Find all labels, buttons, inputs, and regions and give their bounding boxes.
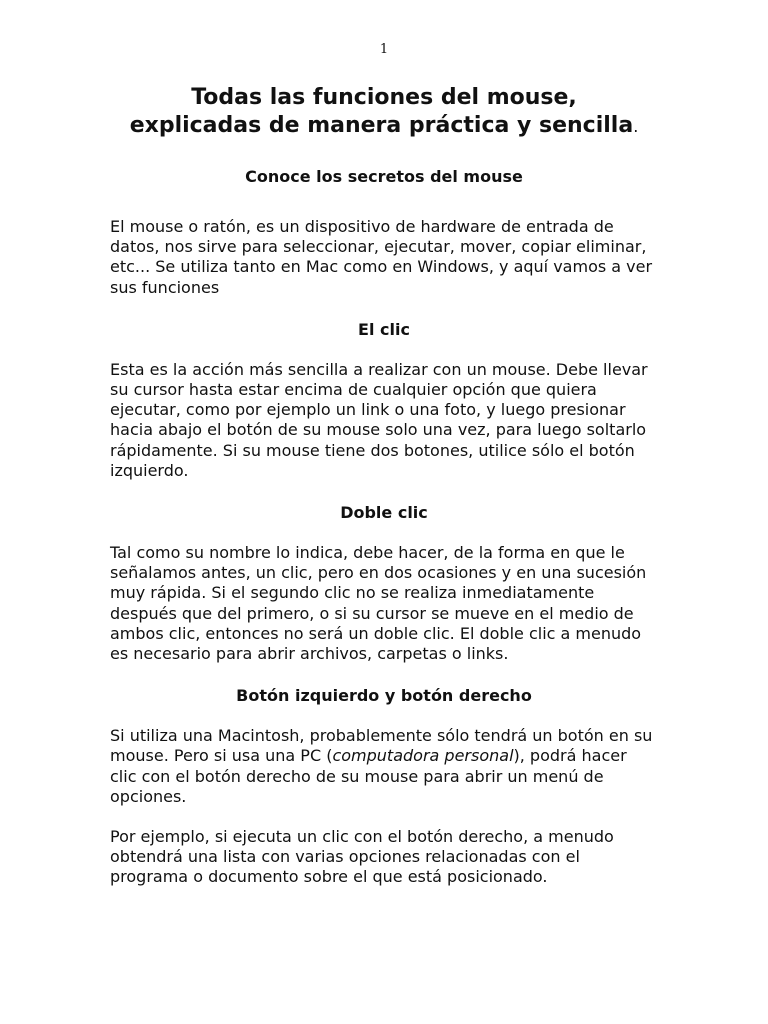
- document-title: [50, 84, 718, 141]
- heading-el-clic: El clic: [358, 319, 410, 339]
- title-line-2-text: explicadas de manera práctica y sencilla: [129, 113, 634, 138]
- document-body: [110, 84, 658, 888]
- paragraph-botones-1: [110, 726, 658, 807]
- botones-text-after: ), podrá hacer clic con el botón derecho de su mouse para abrir un menú de opciones.: [110, 746, 627, 806]
- intro-paragraph: El mouse o ratón, es un dispositivo de hardware de entrada de datos, nos sirve para seleccionar, ejecutar, mover, copiar eliminar, etc... Se utiliza tanto en Mac como en Windows, y aquí vamos a ver sus funciones: [110, 217, 653, 297]
- heading-doble-clic: Doble clic: [340, 503, 428, 523]
- heading-botones: Botón izquierdo y botón derecho: [236, 686, 532, 706]
- botones-text-before: Si utiliza una Macintosh, probablemente sólo tendrá un botón en su mouse. Pero si usa una PC (: [110, 726, 653, 766]
- paragraph-el-clic: Esta es la acción más sencilla a realizar con un mouse. Debe llevar su cursor hasta estar encima de cualquier opción que quiera ejecutar, como por ejemplo un link o una foto, y luego presionar hacia abajo el botón de su mouse solo una vez, para luego soltarlo rápidamente. Si su mouse tiene dos botones, utilice sólo el botón izquierdo.: [110, 359, 648, 480]
- paragraph-botones-2: Por ejemplo, si ejecuta un clic con el botón derecho, a menudo obtendrá una lista con varias opciones relacionadas con el programa o documento sobre el que está posicionado.: [110, 827, 614, 887]
- title-period: .: [633, 117, 639, 136]
- botones-italic-text: computadora personal: [332, 746, 514, 766]
- subtitle: Conoce los secretos del mouse: [245, 167, 523, 186]
- page-number: 1: [379, 42, 389, 57]
- title-line-1: Todas las funciones del mouse,: [191, 85, 577, 110]
- title-line-2: [50, 112, 718, 141]
- paragraph-doble-clic: Tal como su nombre lo indica, debe hacer, de la forma en que le señalamos antes, un clic, pero en dos ocasiones y en una sucesión muy rápida. Si el segundo clic no se realiza inmediatamente después que del primero, o si su cursor se mueve en el medio de ambos clic, entonces no será un doble clic. El doble clic a menudo es necesario para abrir archivos, carpetas o links.: [110, 543, 647, 664]
